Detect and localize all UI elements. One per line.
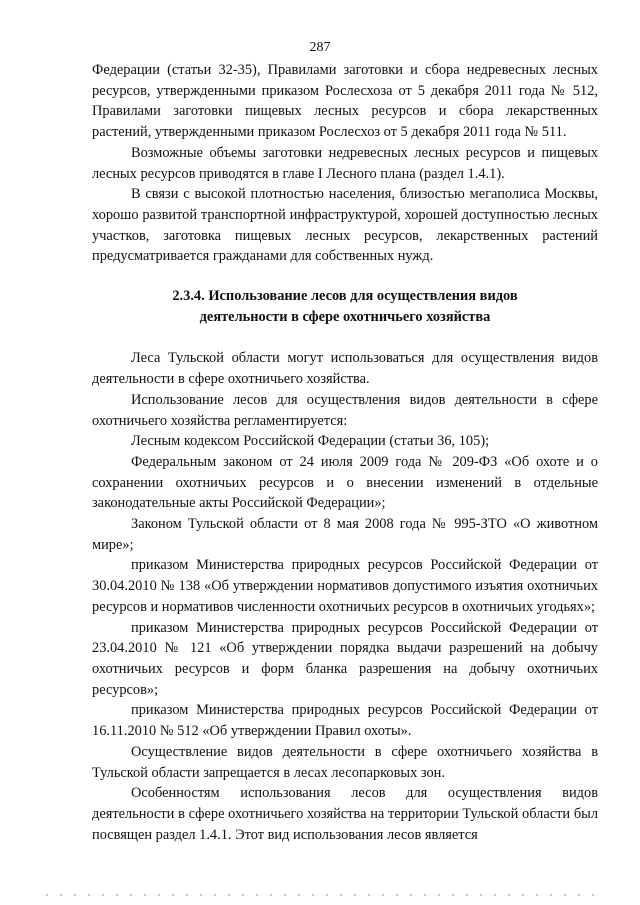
body-paragraph: приказом Министерства природных ресурсов Российской Федерации от 23.04.2010 № 121 «Об утверждении порядка выдачи разрешений на добычу охотничьих ресурсов и форм бланка разрешения на добычу охотничьих ресурсов»; [92,619,598,698]
body-paragraph: Осуществление видов деятельности в сфере охотничьего хозяйства в Тульской области запрещается в лесах лесопарковых зон. [92,743,598,781]
body-paragraph: приказом Министерства природных ресурсов Российской Федерации от 16.11.2010 № 512 «Об утверждении Правил охоты». [92,702,598,740]
body-paragraph: В связи с высокой плотностью населения, близостью мегаполиса Москвы, хорошо развитой транспортной инфраструктурой, хорошей доступностью лесных участков, заготовка пищевых лесных ресурсов, лекарственных растений предусматривается гражданами для собственных нужд. [92,186,598,265]
body-paragraph: Законом Тульской области от 8 мая 2008 года № 995-ЗТО «О животном мире»; [92,516,598,553]
body-paragraph: Лесным кодексом Российской Федерации (статьи 36, 105); [131,433,490,450]
body-paragraph: Использование лесов для осуществления видов деятельности в сфере охотничьего хозяйства регламентируется: [92,391,598,429]
paragraph-group-hunting [92,348,598,845]
body-paragraph: Федеральным законом от 24 июля 2009 года № 209-ФЗ «Об охоте и о сохранении охотничьих ресурсов и о внесении изменений в отдельные законодательные акты Российской Федерации»; [92,453,598,512]
section-heading-line-2: деятельности в сфере охотничьего хозяйства [199,308,491,325]
paragraph-group-intro [92,60,598,267]
body-paragraph: приказом Министерства природных ресурсов Российской Федерации от 30.04.2010 № 138 «Об утверждении нормативов допустимого изъятия охотничьих ресурсов и нормативов численности охотничьих ресурсов в охотничьих угодьях»; [92,557,598,615]
body-paragraph: Возможные объемы заготовки недревесных лесных ресурсов и пищевых лесных ресурсов приводятся в главе I Лесного плана (раздел 1.4.1). [92,144,598,182]
body-paragraph: Леса Тульской области могут использоваться для осуществления видов деятельности в сфере охотничьего хозяйства. [92,350,598,388]
document-body [92,60,598,845]
section-heading [92,286,598,327]
section-heading-line-1: 2.3.4. Использование лесов для осуществления видов [172,288,518,305]
body-paragraph: Особенностям использования лесов для осуществления видов деятельности в сфере охотничьего хозяйства на территории Тульской области был посвящен раздел 1.4.1. Этот вид использования лесов является [92,785,598,843]
scan-artifact-dots [40,893,600,897]
body-paragraph: Федерации (статьи 32-35), Правилами заготовки и сбора недревесных лесных ресурсов, утвержденными приказом Рослесхоза от 5 декабря 2011 года № 512, Правилами заготовки пищевых лесных ресурсов и сбора лекарственных растений, утвержденными приказом Рослесхоз от 5 декабря 2011 года № 511. [92,62,598,141]
page-number: 287 [309,40,331,55]
